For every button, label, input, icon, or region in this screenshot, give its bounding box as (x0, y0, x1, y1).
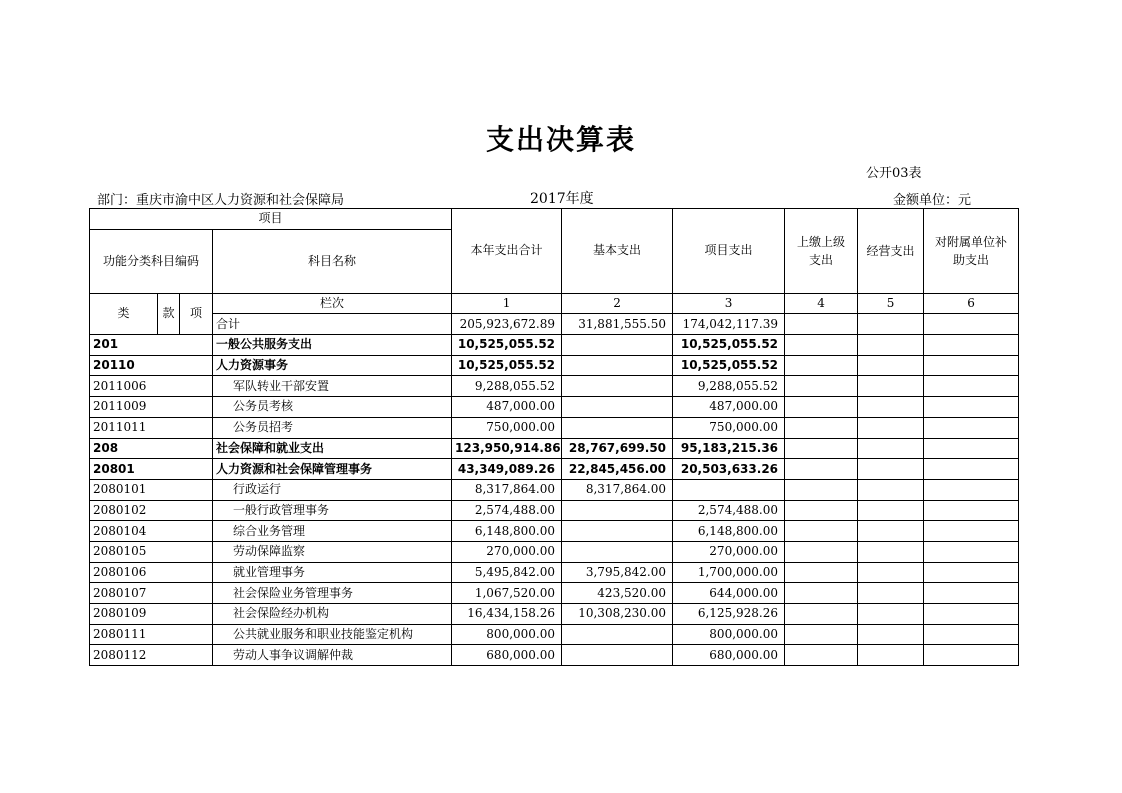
row-subject-name: 就业管理事务 (213, 562, 452, 583)
table-row (90, 397, 1019, 418)
row-business (858, 541, 924, 562)
row-basic: 3,795,842.00 (562, 562, 673, 583)
row-subject-name: 综合业务管理 (213, 521, 452, 542)
form-number: 公开03表 (866, 166, 922, 181)
row-total: 270,000.00 (452, 541, 562, 562)
row-code: 20801 (90, 459, 213, 480)
table-row (90, 583, 1019, 604)
total-sum: 205,923,672.89 (452, 314, 562, 335)
header-xiang: 项 (180, 293, 213, 334)
row-upper (785, 438, 858, 459)
row-business (858, 645, 924, 666)
row-code: 2080102 (90, 500, 213, 521)
row-basic (562, 645, 673, 666)
row-basic (562, 541, 673, 562)
row-project: 270,000.00 (673, 541, 785, 562)
row-subsidy (924, 376, 1019, 397)
row-business (858, 459, 924, 480)
row-subject-name: 社会保险经办机构 (213, 604, 452, 625)
table-row (90, 438, 1019, 459)
row-subject-name: 社会保障和就业支出 (213, 438, 452, 459)
header-subject-name: 科目名称 (213, 229, 452, 293)
col-number-6: 6 (924, 293, 1019, 314)
row-subject-name: 劳动保障监察 (213, 541, 452, 562)
row-project: 1,700,000.00 (673, 562, 785, 583)
row-upper (785, 335, 858, 356)
table-row (90, 479, 1019, 500)
table-row (90, 459, 1019, 480)
row-subsidy (924, 500, 1019, 521)
row-code: 201 (90, 335, 213, 356)
row-subsidy (924, 562, 1019, 583)
row-code: 2011006 (90, 376, 213, 397)
row-business (858, 479, 924, 500)
row-upper (785, 459, 858, 480)
row-business (858, 624, 924, 645)
total-business (858, 314, 924, 335)
row-upper (785, 417, 858, 438)
table-row (90, 376, 1019, 397)
row-subsidy (924, 583, 1019, 604)
row-subject-name: 公共就业服务和职业技能鉴定机构 (213, 624, 452, 645)
header-subsidy: 对附属单位补助支出 (924, 209, 1019, 294)
row-total: 1,067,520.00 (452, 583, 562, 604)
table-row (90, 624, 1019, 645)
total-basic: 31,881,555.50 (562, 314, 673, 335)
col-number-5: 5 (858, 293, 924, 314)
row-subject-name: 一般公共服务支出 (213, 335, 452, 356)
table-row (90, 521, 1019, 542)
header-lanci: 栏次 (213, 293, 452, 314)
row-subject-name: 人力资源和社会保障管理事务 (213, 459, 452, 480)
row-code: 208 (90, 438, 213, 459)
row-project: 750,000.00 (673, 417, 785, 438)
row-subsidy (924, 521, 1019, 542)
row-upper (785, 645, 858, 666)
row-upper (785, 355, 858, 376)
row-project: 680,000.00 (673, 645, 785, 666)
row-total: 16,434,158.26 (452, 604, 562, 625)
table-row (90, 500, 1019, 521)
header-lei: 类 (90, 293, 158, 334)
header-upper: 上缴上级支出 (785, 209, 858, 294)
header-item: 项目 (90, 209, 452, 230)
row-code: 2080106 (90, 562, 213, 583)
row-subsidy (924, 355, 1019, 376)
row-business (858, 376, 924, 397)
row-project: 800,000.00 (673, 624, 785, 645)
row-total: 6,148,800.00 (452, 521, 562, 542)
row-business (858, 417, 924, 438)
amount-unit-label: 金额单位：元 (893, 193, 972, 208)
row-business (858, 438, 924, 459)
row-total: 43,349,089.26 (452, 459, 562, 480)
row-basic (562, 335, 673, 356)
expenditure-table (89, 208, 1019, 666)
row-total: 487,000.00 (452, 397, 562, 418)
col-number-2: 2 (562, 293, 673, 314)
row-upper (785, 604, 858, 625)
row-basic (562, 521, 673, 542)
row-business (858, 335, 924, 356)
row-upper (785, 624, 858, 645)
table-row (90, 417, 1019, 438)
page-title: 支出决算表 (485, 123, 636, 156)
row-total: 9,288,055.52 (452, 376, 562, 397)
row-project: 644,000.00 (673, 583, 785, 604)
row-code: 2080109 (90, 604, 213, 625)
row-total: 5,495,842.00 (452, 562, 562, 583)
row-total: 8,317,864.00 (452, 479, 562, 500)
row-subject-name: 劳动人事争议调解仲裁 (213, 645, 452, 666)
row-project: 10,525,055.52 (673, 335, 785, 356)
header-func-code: 功能分类科目编码 (90, 229, 213, 293)
row-subsidy (924, 459, 1019, 480)
row-upper (785, 376, 858, 397)
table-row (90, 335, 1019, 356)
header-total: 本年支出合计 (452, 209, 562, 294)
row-code: 2080107 (90, 583, 213, 604)
row-basic: 22,845,456.00 (562, 459, 673, 480)
year-label: 2017年度 (530, 191, 594, 207)
row-upper (785, 500, 858, 521)
row-total: 750,000.00 (452, 417, 562, 438)
row-subsidy (924, 397, 1019, 418)
row-basic (562, 397, 673, 418)
row-subject-name: 公务员招考 (213, 417, 452, 438)
row-code: 2080104 (90, 521, 213, 542)
row-basic (562, 624, 673, 645)
total-project: 174,042,117.39 (673, 314, 785, 335)
row-total: 680,000.00 (452, 645, 562, 666)
total-upper (785, 314, 858, 335)
row-code: 2080111 (90, 624, 213, 645)
table-row (90, 645, 1019, 666)
row-code: 2080112 (90, 645, 213, 666)
table-row (90, 541, 1019, 562)
header-business: 经营支出 (858, 209, 924, 294)
row-business (858, 604, 924, 625)
row-basic (562, 355, 673, 376)
row-project: 9,288,055.52 (673, 376, 785, 397)
row-subsidy (924, 645, 1019, 666)
row-project: 20,503,633.26 (673, 459, 785, 480)
row-code: 2011011 (90, 417, 213, 438)
row-upper (785, 583, 858, 604)
row-business (858, 562, 924, 583)
header-kuan: 款 (158, 293, 180, 334)
header-project: 项目支出 (673, 209, 785, 294)
row-code: 2011009 (90, 397, 213, 418)
row-subject-name: 人力资源事务 (213, 355, 452, 376)
row-upper (785, 562, 858, 583)
row-upper (785, 479, 858, 500)
row-subsidy (924, 417, 1019, 438)
row-business (858, 500, 924, 521)
row-upper (785, 397, 858, 418)
row-subsidy (924, 438, 1019, 459)
table-row (90, 355, 1019, 376)
row-upper (785, 521, 858, 542)
table-row (90, 562, 1019, 583)
col-number-4: 4 (785, 293, 858, 314)
row-subsidy (924, 624, 1019, 645)
row-basic (562, 417, 673, 438)
col-number-1: 1 (452, 293, 562, 314)
header-basic: 基本支出 (562, 209, 673, 294)
row-business (858, 355, 924, 376)
row-total: 10,525,055.52 (452, 355, 562, 376)
row-subject-name: 公务员考核 (213, 397, 452, 418)
row-basic: 8,317,864.00 (562, 479, 673, 500)
row-subject-name: 一般行政管理事务 (213, 500, 452, 521)
row-business (858, 397, 924, 418)
row-subject-name: 社会保险业务管理事务 (213, 583, 452, 604)
row-subject-name: 军队转业干部安置 (213, 376, 452, 397)
row-basic: 423,520.00 (562, 583, 673, 604)
row-subsidy (924, 541, 1019, 562)
row-total: 2,574,488.00 (452, 500, 562, 521)
row-project: 6,148,800.00 (673, 521, 785, 542)
row-subject-name: 行政运行 (213, 479, 452, 500)
total-subsidy (924, 314, 1019, 335)
row-total: 10,525,055.52 (452, 335, 562, 356)
row-code: 2080105 (90, 541, 213, 562)
table-row (90, 604, 1019, 625)
row-subsidy (924, 604, 1019, 625)
row-upper (785, 541, 858, 562)
row-subsidy (924, 335, 1019, 356)
row-code: 20110 (90, 355, 213, 376)
row-basic (562, 376, 673, 397)
total-label: 合计 (213, 314, 452, 335)
row-project: 487,000.00 (673, 397, 785, 418)
row-total: 123,950,914.86 (452, 438, 562, 459)
row-total: 800,000.00 (452, 624, 562, 645)
row-project: 2,574,488.00 (673, 500, 785, 521)
row-business (858, 521, 924, 542)
row-project: 6,125,928.26 (673, 604, 785, 625)
row-project: 95,183,215.36 (673, 438, 785, 459)
row-code: 2080101 (90, 479, 213, 500)
row-project (673, 479, 785, 500)
col-number-3: 3 (673, 293, 785, 314)
row-business (858, 583, 924, 604)
row-basic (562, 500, 673, 521)
row-subsidy (924, 479, 1019, 500)
row-basic: 10,308,230.00 (562, 604, 673, 625)
row-project: 10,525,055.52 (673, 355, 785, 376)
row-basic: 28,767,699.50 (562, 438, 673, 459)
department-label: 部门：重庆市渝中区人力资源和社会保障局 (97, 193, 345, 208)
